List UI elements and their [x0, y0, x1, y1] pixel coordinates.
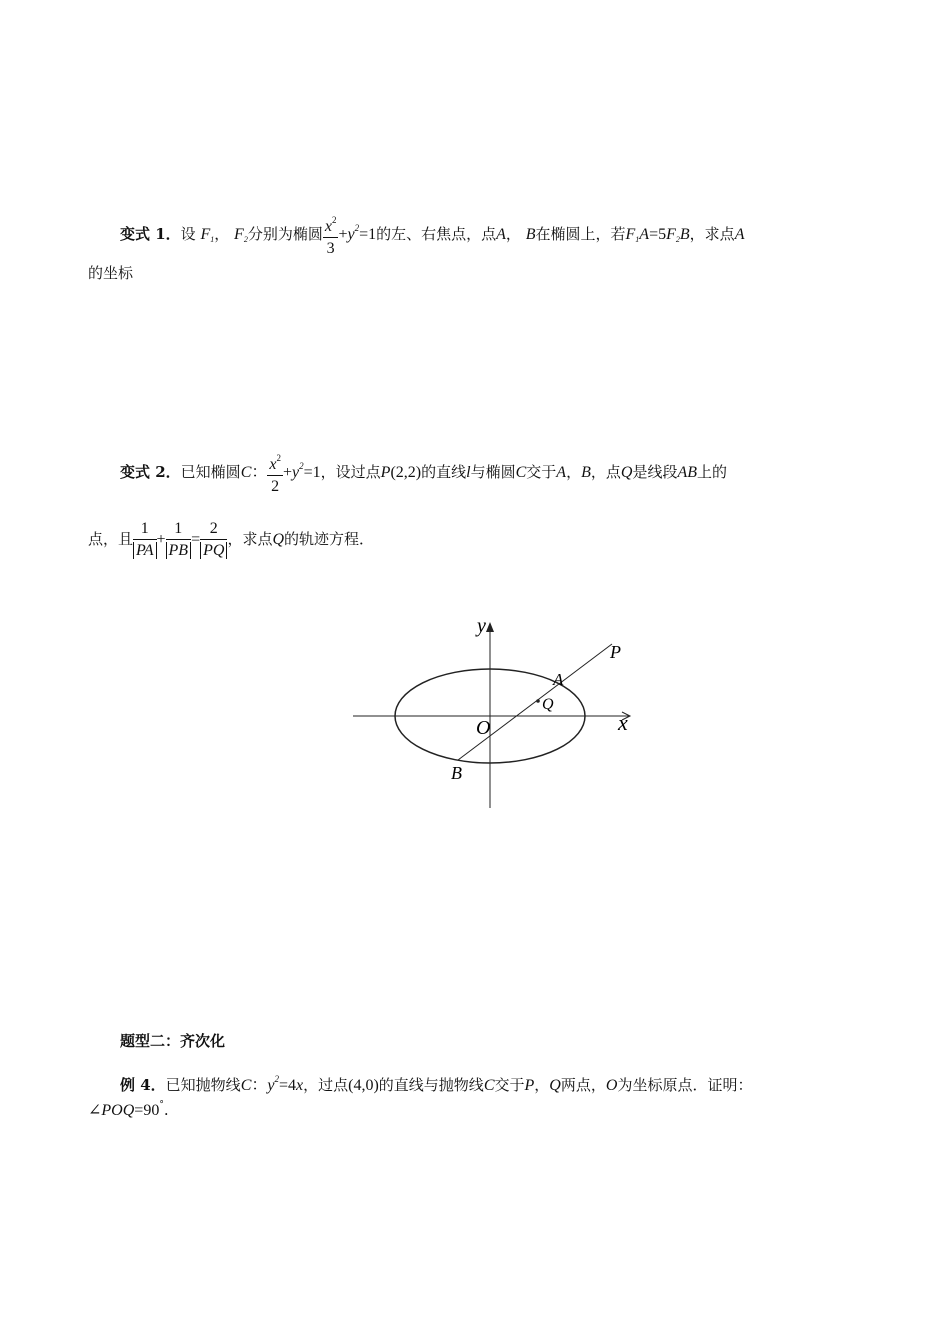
math-P: P: [524, 1077, 535, 1094]
math-F2: $F_2$: [234, 226, 248, 244]
text: ，求点: [689, 225, 735, 243]
math-x: x: [296, 1077, 304, 1094]
math-P: P: [380, 464, 391, 481]
text: 两点，: [560, 1076, 606, 1094]
example4-line2: [88, 1100, 169, 1120]
point-Q: [536, 699, 540, 703]
degree: °: [159, 1100, 164, 1110]
math-angle: ∠POQ: [88, 1102, 135, 1119]
text: 上的: [697, 463, 728, 481]
sep: ，: [505, 225, 521, 243]
variant2-label: 变式 2．: [120, 463, 181, 481]
math-Q: Q: [272, 531, 285, 548]
label-B: B: [451, 763, 462, 783]
fraction-2-over-PQ: $\frac{2}{PQ}$: [200, 519, 227, 562]
example4-label: 例 4．: [120, 1076, 166, 1094]
eq: =: [191, 531, 201, 548]
text: 的直线: [421, 463, 467, 481]
text: 分别为椭圆: [247, 225, 323, 243]
label-x: x: [618, 710, 628, 735]
eq: =1: [303, 464, 321, 481]
text: 与椭圆: [470, 463, 516, 481]
label-A: A: [553, 670, 564, 689]
label-O: O: [476, 717, 491, 739]
variant1-label: 变式 1．: [120, 225, 181, 243]
fraction-x2-over-2: $\frac{x^2}{2}$: [267, 448, 283, 498]
math-Q: Q: [549, 1077, 561, 1094]
math-A: A: [556, 464, 567, 481]
label-P: P: [610, 642, 621, 662]
math-C: C: [240, 464, 252, 481]
eq: =90: [134, 1102, 160, 1119]
text: 点，且: [88, 530, 134, 548]
text: 设: [180, 225, 196, 243]
eq: =1: [359, 226, 377, 243]
variant2-line1: [120, 446, 727, 498]
label-Q: Q: [542, 696, 554, 713]
point-coord: (2,2): [390, 464, 422, 481]
variant1-line2: 的坐标: [88, 264, 134, 282]
text: ，点: [590, 463, 621, 481]
math-C: C: [515, 464, 527, 481]
text: 是线段: [632, 463, 678, 481]
math-y2: $y^2$: [267, 1074, 279, 1094]
math-vector-condition: $F_1A=5F_2B$: [625, 226, 690, 244]
text: 已知抛物线: [165, 1076, 241, 1094]
text: 已知椭圆: [180, 463, 241, 481]
eq: =4: [278, 1077, 297, 1094]
math-y2: $y^2$: [347, 223, 360, 243]
variant2-line2: [88, 514, 374, 565]
text: ，设过点: [320, 463, 381, 481]
text: ，过点: [303, 1076, 349, 1094]
math-B: B: [581, 464, 591, 481]
sep: ，: [534, 1076, 550, 1094]
label-y: y: [477, 615, 486, 637]
point-coord: (4,0): [348, 1077, 379, 1094]
math-AB: AB: [677, 464, 697, 481]
example4-line1: [120, 1062, 752, 1103]
text: 的轨迹方程．: [284, 530, 375, 548]
variant1-line1: [120, 208, 744, 260]
y-axis-arrow: [486, 622, 494, 632]
math-A: A: [496, 226, 506, 243]
sep: ，: [214, 225, 230, 243]
plus: +: [156, 531, 166, 548]
ellipse-figure: [350, 608, 640, 817]
math-y2: $y^2$: [292, 461, 304, 481]
math-B: B: [525, 226, 536, 243]
sep: ，: [566, 463, 582, 481]
ellipse-diagram: [350, 608, 640, 813]
section-title: 题型二：齐次化: [120, 1032, 226, 1050]
colon: ：: [251, 1077, 268, 1094]
math-C: C: [240, 1077, 252, 1094]
period: .: [163, 1101, 169, 1119]
math-Q: Q: [620, 464, 633, 481]
text: 的左、右焦点，点: [376, 225, 497, 243]
fraction-1-over-PB: $\frac{1}{PB}$: [166, 519, 192, 562]
fraction-1-over-PA: $\frac{1}{PA}$: [133, 519, 156, 562]
math-F1: $F_1$: [200, 226, 215, 244]
text: 的直线与抛物线: [378, 1076, 484, 1094]
math-C: C: [483, 1077, 495, 1094]
text: 在椭圆上，若: [535, 225, 626, 243]
plus: +: [282, 464, 293, 481]
plus: +: [338, 226, 348, 243]
math-l: l: [466, 464, 471, 481]
text: 为坐标原点．证明：: [617, 1076, 753, 1094]
line-l: [458, 644, 612, 760]
math-A: A: [734, 226, 745, 243]
fraction-x2-over-3: $\frac{x^2}{3}$: [323, 210, 339, 260]
text: ，求点: [227, 530, 273, 548]
math-O: O: [605, 1077, 618, 1094]
text: 交于: [526, 463, 557, 481]
text: 交于: [494, 1076, 525, 1094]
colon: ：: [251, 464, 268, 481]
